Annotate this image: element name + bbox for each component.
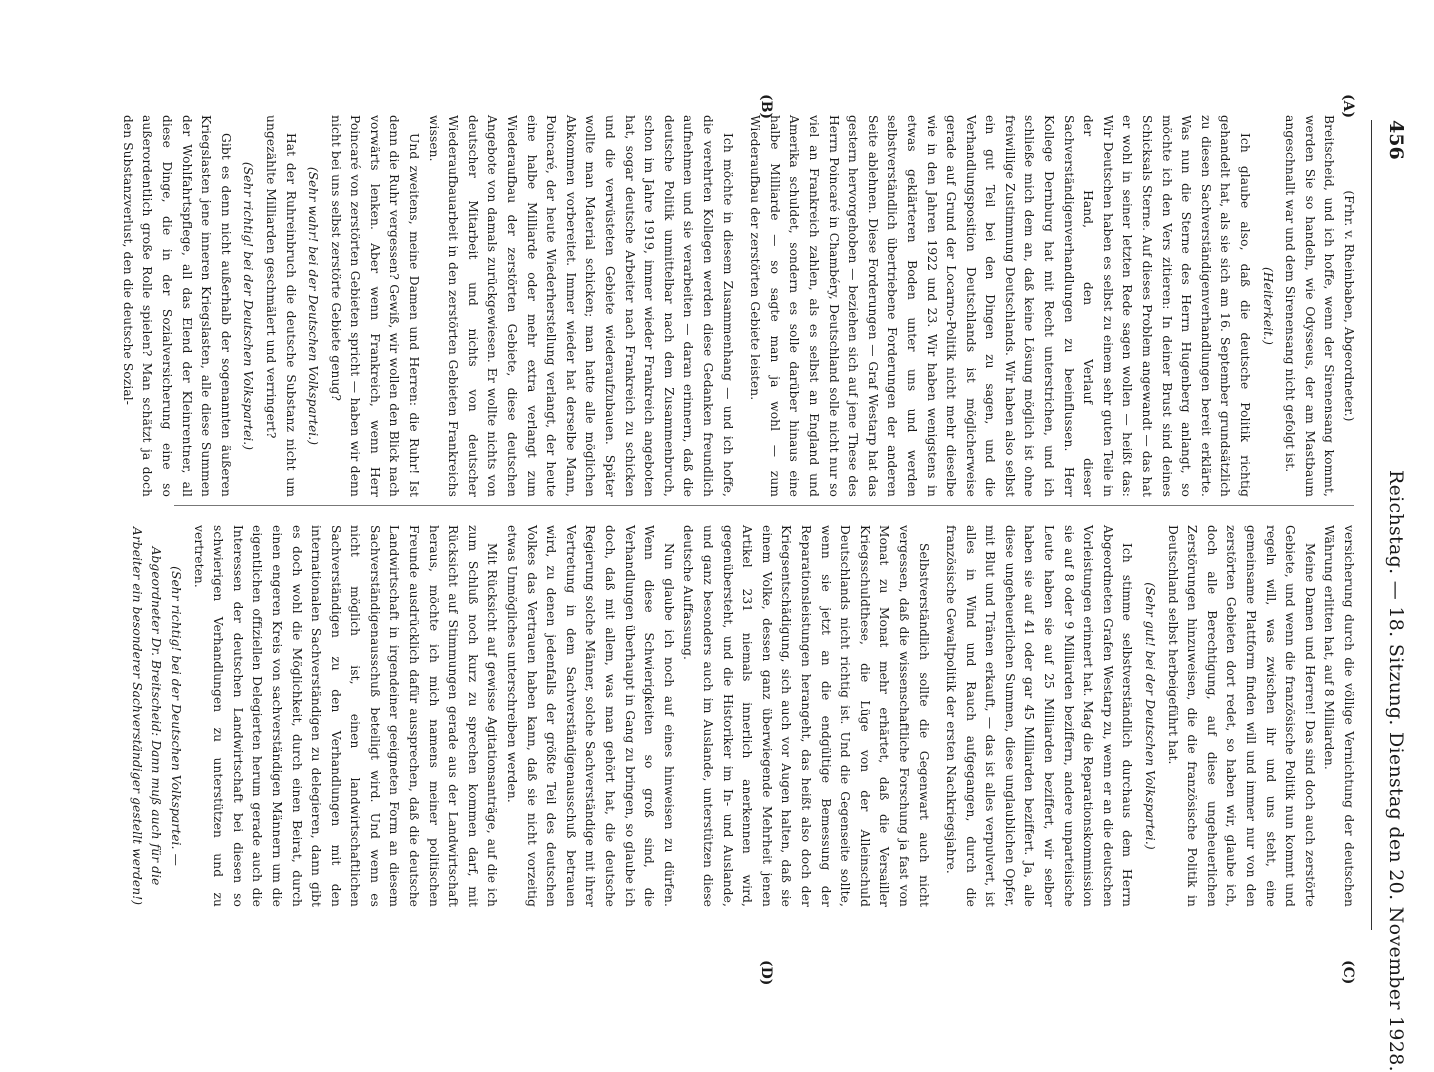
- paragraph: Ich glaube also, daß die deutsche Politik richtig gehandelt hat, als sie sich am 16. September grundsätzlich zu diesen Sachverständigenverhandlungen bereit erklärte. Was nun die Sterne des Herrn Hugenberg anlangt, so möchte ich den Vers zitieren: In deiner Brust sind deines Schicksals Sterne. Auf dieses Problem angewandt — das hat er wohl in seiner letzten Rede sagen wollen — heißt das: Wir Deutschen haben es selbst zu einem sehr guten Teile in der Hand, den Verlauf dieser Sachverständigenverhandlungen zu beeinflussen. Herr Kollege Dernburg hat mit Recht unterstrichen, und ich schließe mich dem an, daß keine Lösung möglich ist ohne freiwillige Zustimmung Deutschlands. Wir haben also selbst ein gut Teil bei den Dingen zu sagen, und die Verhandlungsposition Deutschlands ist möglicherweise gerade auf Grund der Locarno-Politik nicht mehr dieselbe wie in den Jahren 1922 und 23. Wir haben wenigstens in etwas geklärteren Boden unter uns und werden selbstverständlich übertriebene Forderungen der anderen Seite ablehnen. Diese Forderungen — Graf Westarp hat das gestern hervorgehoben — beziehen sich auf jene These des Herrn Poincaré in Chambéry, Deutschland solle nicht nur so viel an Frankreich zahlen, als es selbst an England und Amerika schuldet, sondern es solle darüber hinaus eine halbe Milliarde — so sagte man ja wohl — zum Wiederaufbau der zerstörten Gebiete leisten.: [748, 115, 1253, 497]
- paragraph: versicherung durch die völlige Vernichtung der deutschen Währung erlitten hat, auf 8 Milliarden.: [1322, 525, 1356, 907]
- interjection: (Sehr richtig! bei der Deutschen Volkspartei. — Abgeordneter Dr. Breitscheid: Dann muß auch für die Arbeiter ein besonderer Sachverständiger gestellt werden!): [129, 526, 183, 906]
- interjection: (Sehr wahr! bei der Deutschen Volkspartei.): [306, 166, 321, 446]
- interjection: (Sehr richtig! bei der Deutschen Volkspartei.): [241, 161, 256, 451]
- interjection: (Sehr gut! bei der Deutschen Volkspartei.): [1143, 582, 1158, 850]
- margin-marker-c: (C): [1340, 960, 1356, 985]
- paragraph: Hat der Ruhreinbruch die deutsche Substanz nicht um ungezählte Milliarden geschmälert und verringert?: [263, 115, 298, 497]
- left-column: [117, 115, 1358, 497]
- page-number: 456: [1385, 120, 1407, 160]
- paragraph: Mit Rücksicht auf gewisse Agitationsanträge, auf die ich zum Schluß noch kurz zu sprechen kommen darf, mit Rücksicht auf Stimmungen gerade aus der Landwirtschaft heraus, möchte ich mich namens meiner politischen Freunde ausdrücklich dafür aussprechen, daß die deutsche Landwirtschaft in irgendeiner geeigneten Form an diesem Sachverständigenausschuß beteiligt wird. Und wenn es nicht möglich ist, einen landwirtschaftlichen Sachverständigen zu den Verhandlungen mit den internationalen Sachverständigen zu delegieren, dann gibt es doch wohl die Möglichkeit, durch einen Beirat, durch einen engeren Kreis von sachverständigen Männern um die eigentlichen offiziellen Delegierten herum gerade auch die Interessen der deutschen Landwirtschaft bei diesen so schwierigen Verhandlungen zu unterstützen und zu vertreten.: [191, 525, 500, 907]
- paragraph: Breitscheid, und ich hoffe, wenn der Sirenensang kommt, werden Sie so handeln, wie Odysseus, der am Mastbaum angeschnallt war und dem Sirenensang nicht gefolgt ist.: [1283, 115, 1337, 497]
- margin-marker-d: (D): [758, 960, 774, 986]
- paragraph: Ich möchte in diesem Zusammenhang — und ich hoffe, die verehrten Kollegen werden diese Gedanken freundlich aufnehmen und sie verarbeiten — daran erinnern, daß die deutsche Politik unmittelbar nach dem Zusammenbruch, schon im Jahre 1919, immer wieder Frankreich angeboten hat, sogar deutsche Arbeiter nach Frankreich zu schicken und die verwüsteten Gebiete wiederaufzubauen. Später wollte man Material schicken; man hatte alle möglichen Abkommen vorbereitet. Immer wieder hat derselbe Mann, Poincaré, der heute Wiederherstellung verlangt, der heute eine halbe Milliarde oder mehr extra verlangt zum Wiederaufbau der zerstörten Gebiete, diese deutschen Angebote von damals zurückgewiesen. Er wollte nichts von deutscher Mitarbeit und nichts von deutscher Wiederaufbauarbeit in den zerstörten Gebieten Frankreichs wissen.: [426, 115, 735, 497]
- paragraph: Selbstverständlich sollte die Gegenwart auch nicht vergessen, daß die wissenschaftliche Forschung ja fast von Monat zu Monat mehr erhärtet, daß die Versailler Kriegsschuldthese, die Lüge von der Alleinschuld Deutschlands nicht richtig ist. Und die Gegenseite sollte, wenn sie jetzt an die endgültige Bemessung der Reparationsleistungen herangeht, das heißt also doch der Kriegsentschädigung, sich auch vor Augen halten, daß sie einem Volke, dessen ganz überwiegende Mehrheit jenen Artikel 231 niemals innerlich anerkennen wird, gegenübersteht, und die Historiker im In- und Auslande, und ganz besonders auch im Auslande, unterstützen diese deutsche Auffassung.: [681, 525, 931, 907]
- right-column: [123, 525, 1358, 907]
- page-header: [1376, 110, 1416, 1072]
- header-rule: [1371, 120, 1372, 930]
- margin-marker-b: (B): [758, 94, 774, 120]
- paragraph: Gibt es denn nicht außerhalb der sogenannten äußeren Kriegslasten jene inneren Kriegslasten, alle diese Summen der Wohlfahrtspflege, all das Elend der Kleinrentner, all diese Dinge, die in der Sozialversicherung eine so außerordentlich große Rolle spielen? Man schätzt ja doch den Substanzverlust, den die deutsche Sozial-: [120, 115, 233, 497]
- paragraph: Und zweitens, meine Damen und Herren: die Ruhr! Ist denn die Ruhr vergessen? Gewiß, wir wollen den Blick nach vorwärts lenken. Aber wenn Frankreich, wenn Herr Poincaré von zerstörten Gebieten spricht — haben wir denn nicht bei uns selbst zerstörte Gebiete genug?: [328, 115, 422, 497]
- column-divider: [174, 505, 1354, 506]
- speaker-line: (Frhr. v. Rheinbaben, Abgeordneter.): [1342, 190, 1356, 422]
- running-title: Reichstag. — 18. Sitzung. Dienstag den 20. November 1928.: [1385, 470, 1407, 1072]
- paragraph: Meine Damen und Herren! Das sind doch auch zerstörte Gebiete, und wenn die französische Politik nun kommt und regeln will, was zwischen ihr und uns steht, eine gemeinsame Plattform finden will und immer nur von den zerstörten Gebieten dort redet, so haben wir, glaube ich, doch alle Berechtigung, auf diese ungeheuerlichen Zerstörungen hinzuweisen, die die französische Politik in Deutschland selbst herbeigeführt hat.: [1165, 525, 1317, 907]
- margin-marker-a: (A): [1340, 94, 1356, 119]
- paragraph: Ich stimme selbstverständlich durchaus dem Herrn Abgeordneten Grafen Westarp zu, wenn er an die deutschen Vorleistungen erinnert hat. Mag die Reparationskommission sie auf 8 oder 9 Milliarden beziffern, andere unparteiische Leute haben sie auf 25 Milliarden beziffert, wir selber haben sie auf 41 oder gar 45 Milliarden beziffert. Ja, alle diese ungeheuerlichen Summen, diese unglaublichen Opfer, mit Blut und Tränen erkauft, — das ist alles verpulvert, ist alles in Wind und Rauch aufgegangen, durch die französische Gewaltpolitik der ersten Nachkriegsjahre.: [944, 525, 1135, 907]
- paragraph: Nun glaube ich noch auf eines hinweisen zu dürfen. Wenn diese Schwierigkeiten so groß sind, die Verhandlungen überhaupt in Gang zu bringen, so glaube ich doch, daß mit allem, was man gehört hat, die deutsche Regierung solche Männer, solche Sachverständige mit ihrer Vertretung in dem Sachverständigenausschuß betrauen wird, zu denen jedenfalls der größte Teil des deutschen Volkes das Vertrauen haben kann, daß sie nicht vorzeitig etwas Unmögliches unterschreiben werden.: [505, 525, 676, 907]
- interjection: (Heiterkeit.): [1260, 266, 1275, 345]
